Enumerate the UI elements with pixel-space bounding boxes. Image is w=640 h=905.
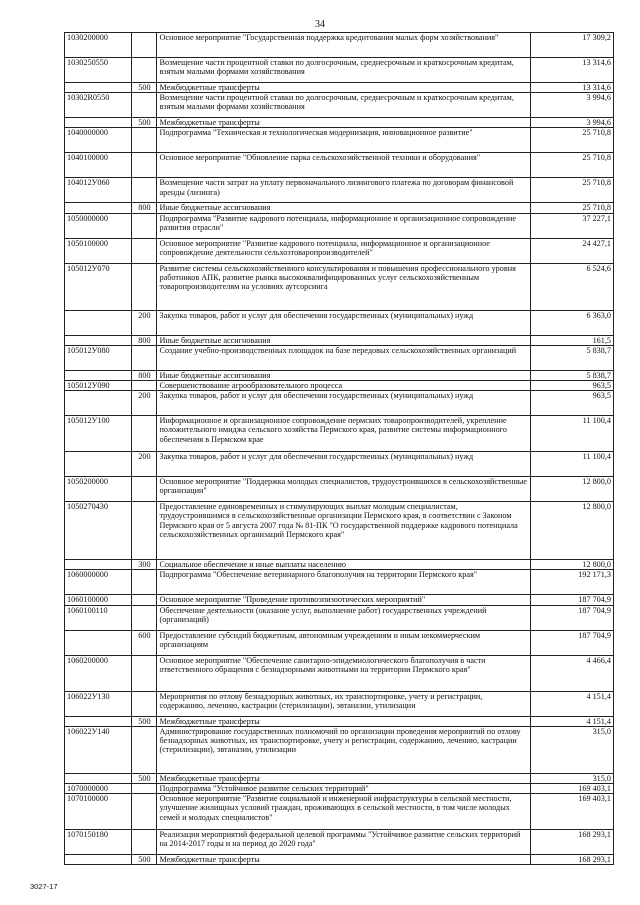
table-row [65,128,614,153]
row-expense-type [132,93,157,118]
row-code: 105012У070 [65,263,132,310]
table-row [65,83,614,93]
row-sum: 25 710,8 [530,178,613,203]
table-row [65,238,614,263]
row-expense-type: 500 [132,855,157,865]
row-sum: 963,5 [530,381,613,391]
row-expense-type [132,416,157,452]
table-row [65,477,614,502]
table-row [65,33,614,58]
row-code [65,391,132,416]
row-sum: 4 151,4 [530,691,613,716]
row-expense-type: 500 [132,773,157,783]
row-code: 1050200000 [65,477,132,502]
table-row [65,595,614,605]
row-sum: 11 100,4 [530,452,613,477]
table-row [65,830,614,855]
table-row [65,452,614,477]
row-expense-type: 300 [132,560,157,570]
table-row [65,655,614,691]
table-row [65,794,614,830]
row-sum: 6 363,0 [530,310,613,335]
row-name: Основное мероприятие "Обеспечение санитарно-эпидемиологического благополучия в части ответственного обращения с безнадзорными животными на территории Пермского края" [157,655,530,691]
table-row [65,391,614,416]
row-sum: 25 710,8 [530,153,613,178]
row-sum: 24 427,1 [530,238,613,263]
row-expense-type [132,381,157,391]
row-sum: 13 314,6 [530,58,613,83]
row-expense-type [132,153,157,178]
row-code: 1070000000 [65,784,132,794]
row-name: Возмещение части процентной ставки по долгосрочным, среднесрочным и краткосрочным кредитам, взятым малыми формами хозяйствования [157,58,530,83]
row-name: Основное мероприятие "Проведение противоэпизоотических мероприятий" [157,595,530,605]
row-code: 1060200000 [65,655,132,691]
row-expense-type [132,477,157,502]
row-name: Предоставление единовременных и стимулирующих выплат молодым специалистам, трудоустроившимся в сельскохозяйственные организации Пермского края, в соответствии с Законом Пермского края от 5 августа 2007 года № 81-ПК "О государственной поддержке кадрового потенциала сельскохозяйственных организаций Пермского края" [157,502,530,560]
row-sum: 13 314,6 [530,83,613,93]
row-code: 1050270430 [65,502,132,560]
row-name: Мероприятия по отлову безнадзорных животных, их транспортировке, учету и регистрации, содержанию, лечению, кастрации (стерилизации), эвтаназии, утилизации [157,691,530,716]
row-name: Межбюджетные трансферты [157,855,530,865]
row-code: 1060100000 [65,595,132,605]
row-sum: 169 403,1 [530,784,613,794]
budget-table [64,32,614,865]
page-number: 34 [315,19,325,30]
row-name: Основное мероприятие "Развитие кадрового потенциала, информационное и организационное сопровождение деятельности сельхозтоваропроизводителей" [157,238,530,263]
row-sum: 4 151,4 [530,716,613,726]
row-expense-type [132,655,157,691]
row-sum: 3 994,6 [530,118,613,128]
table-row [65,310,614,335]
table-row [65,630,614,655]
row-name: Информационное и организационное сопровождение пермских товаропроизводителей, укрепление положительного имиджа сельского хозяйства Пермского края, развитие системы информационного обеспечения в Пермском крае [157,416,530,452]
row-expense-type [132,263,157,310]
row-expense-type: 200 [132,310,157,335]
row-name: Основное мероприятие "Поддержка молодых специалистов, трудоустроившихся в сельскохозяйственные организации" [157,477,530,502]
row-expense-type [132,691,157,716]
row-code: 105012У100 [65,416,132,452]
footer-document-code: 3027-17 [30,882,58,891]
row-expense-type [132,595,157,605]
row-code: 1070150180 [65,830,132,855]
row-sum: 161,5 [530,335,613,345]
row-sum: 17 309,2 [530,33,613,58]
row-sum: 12 800,0 [530,477,613,502]
row-expense-type: 500 [132,716,157,726]
row-name: Закупка товаров, работ и услуг для обеспечения государственных (муниципальных) нужд [157,391,530,416]
table-row [65,370,614,380]
row-code [65,630,132,655]
row-code: 1050000000 [65,213,132,238]
row-sum: 192 171,3 [530,570,613,595]
row-name: Социальное обеспечение и иные выплаты населению [157,560,530,570]
row-expense-type [132,784,157,794]
row-code [65,716,132,726]
row-expense-type: 800 [132,335,157,345]
row-code: 105012У080 [65,345,132,370]
row-sum: 187 704,9 [530,605,613,630]
row-code: 1060000000 [65,570,132,595]
row-code [65,855,132,865]
table-row [65,263,614,310]
table-row [65,605,614,630]
row-code: 1030250550 [65,58,132,83]
table-row [65,335,614,345]
row-expense-type: 200 [132,391,157,416]
row-name: Межбюджетные трансферты [157,773,530,783]
row-code: 1050100000 [65,238,132,263]
row-name: Предоставление субсидий бюджетным, автономным учреждениям и иным некоммерческим организациям [157,630,530,655]
row-name: Иные бюджетные ассигнования [157,203,530,213]
row-code: 1040000000 [65,128,132,153]
row-sum: 5 838,7 [530,345,613,370]
row-name: Развитие системы сельскохозяйственного консультирования и повышения профессионального уровня работников АПК, развитие рынка высококвалифицированных услуг сельскохозяйственным товаропроизводителям на условиях аутсорсинга [157,263,530,310]
row-code [65,310,132,335]
row-name: Возмещение части процентной ставки по долгосрочным, среднесрочным и краткосрочным кредитам, взятым малыми формами хозяйствования [157,93,530,118]
row-expense-type: 500 [132,83,157,93]
row-sum: 315,0 [530,773,613,783]
row-expense-type [132,213,157,238]
row-sum: 187 704,9 [530,595,613,605]
row-expense-type [132,605,157,630]
row-expense-type [132,58,157,83]
row-code: 104012У060 [65,178,132,203]
row-code: 1040100000 [65,153,132,178]
row-expense-type [132,830,157,855]
row-code: 106022У140 [65,726,132,773]
row-expense-type: 800 [132,203,157,213]
row-code [65,773,132,783]
row-sum: 25 710,8 [530,128,613,153]
row-name: Подпрограмма "Устойчивое развитие сельских территорий" [157,784,530,794]
table-row [65,118,614,128]
table-row [65,784,614,794]
row-sum: 3 994,6 [530,93,613,118]
row-code: 105012У090 [65,381,132,391]
table-row [65,203,614,213]
row-code: 10302R0550 [65,93,132,118]
row-code [65,560,132,570]
row-expense-type [132,178,157,203]
row-name: Иные бюджетные ассигнования [157,335,530,345]
row-name: Подпрограмма "Развитие кадрового потенциала, информационное и организационное сопровождение развития отрасли" [157,213,530,238]
row-name: Межбюджетные трансферты [157,118,530,128]
row-expense-type [132,570,157,595]
table-row [65,855,614,865]
row-code [65,370,132,380]
table-row [65,345,614,370]
row-sum: 5 838,7 [530,370,613,380]
table-row [65,213,614,238]
row-name: Межбюджетные трансферты [157,716,530,726]
row-sum: 168 293,1 [530,830,613,855]
row-name: Возмещение части затрат на уплату первоначального лизингового платежа по договорам финансовой аренды (лизинга) [157,178,530,203]
row-expense-type: 200 [132,452,157,477]
table-row [65,502,614,560]
table-row [65,416,614,452]
row-name: Создание учебно-производственных площадок на базе передовых сельскохозяйственных организаций [157,345,530,370]
row-expense-type [132,33,157,58]
row-name: Закупка товаров, работ и услуг для обеспечения государственных (муниципальных) нужд [157,452,530,477]
row-sum: 169 403,1 [530,794,613,830]
row-code: 1030200000 [65,33,132,58]
row-code: 106022У130 [65,691,132,716]
table-row [65,570,614,595]
row-name: Основное мероприятие "Государственная поддержка кредитования малых форм хозяйствования" [157,33,530,58]
table-row [65,560,614,570]
row-expense-type [132,238,157,263]
row-sum: 12 800,0 [530,502,613,560]
row-sum: 25 710,8 [530,203,613,213]
row-name: Межбюджетные трансферты [157,83,530,93]
row-name: Администрирование государственных полномочий по организации проведения мероприятий по отлову безнадзорных животных, их транспортировке, учету и регистрации, содержанию, лечению, кастрации (стерилизации), эвтаназии, утилизации [157,726,530,773]
row-expense-type: 500 [132,118,157,128]
row-code [65,203,132,213]
row-name: Основное мероприятие "Обновление парка сельскохозяйственной техники и оборудования" [157,153,530,178]
row-expense-type [132,502,157,560]
row-sum: 4 466,4 [530,655,613,691]
table-row [65,716,614,726]
row-sum: 6 524,6 [530,263,613,310]
row-expense-type [132,726,157,773]
row-sum: 963,5 [530,391,613,416]
row-sum: 11 100,4 [530,416,613,452]
row-code: 1070100000 [65,794,132,830]
row-name: Подпрограмма "Обеспечение ветеринарного благополучия на территории Пермского края" [157,570,530,595]
row-name: Основное мероприятие "Развитие социальной и инженерной инфраструктуры в сельской местности, улучшение жилищных условий граждан, проживающих в сельской местности, в том числе молодых семей и молодых специалистов" [157,794,530,830]
budget-table-body [65,33,614,865]
table-row [65,178,614,203]
row-sum: 187 704,9 [530,630,613,655]
table-row [65,381,614,391]
row-name: Обеспечение деятельности (оказание услуг, выполнение работ) государственных учреждений (организаций) [157,605,530,630]
row-sum: 12 800,0 [530,560,613,570]
row-name: Подпрограмма "Техническая и технологическая модернизация, инновационное развитие" [157,128,530,153]
row-sum: 37 227,1 [530,213,613,238]
table-row [65,726,614,773]
row-code [65,118,132,128]
table-row [65,58,614,83]
row-expense-type: 600 [132,630,157,655]
row-expense-type: 800 [132,370,157,380]
row-expense-type [132,794,157,830]
row-sum: 168 293,1 [530,855,613,865]
row-code [65,335,132,345]
row-expense-type [132,128,157,153]
row-name: Закупка товаров, работ и услуг для обеспечения государственных (муниципальных) нужд [157,310,530,335]
row-name: Иные бюджетные ассигнования [157,370,530,380]
row-expense-type [132,345,157,370]
row-code [65,83,132,93]
row-name: Реализация мероприятий федеральной целевой программы "Устойчивое развитие сельских территорий на 2014-2017 годы и на период до 2020 года" [157,830,530,855]
row-name: Совершенствование агрообразовательного процесса [157,381,530,391]
row-code: 1060100110 [65,605,132,630]
row-sum: 315,0 [530,726,613,773]
table-row [65,93,614,118]
table-row [65,773,614,783]
row-code [65,452,132,477]
table-row [65,691,614,716]
table-row [65,153,614,178]
